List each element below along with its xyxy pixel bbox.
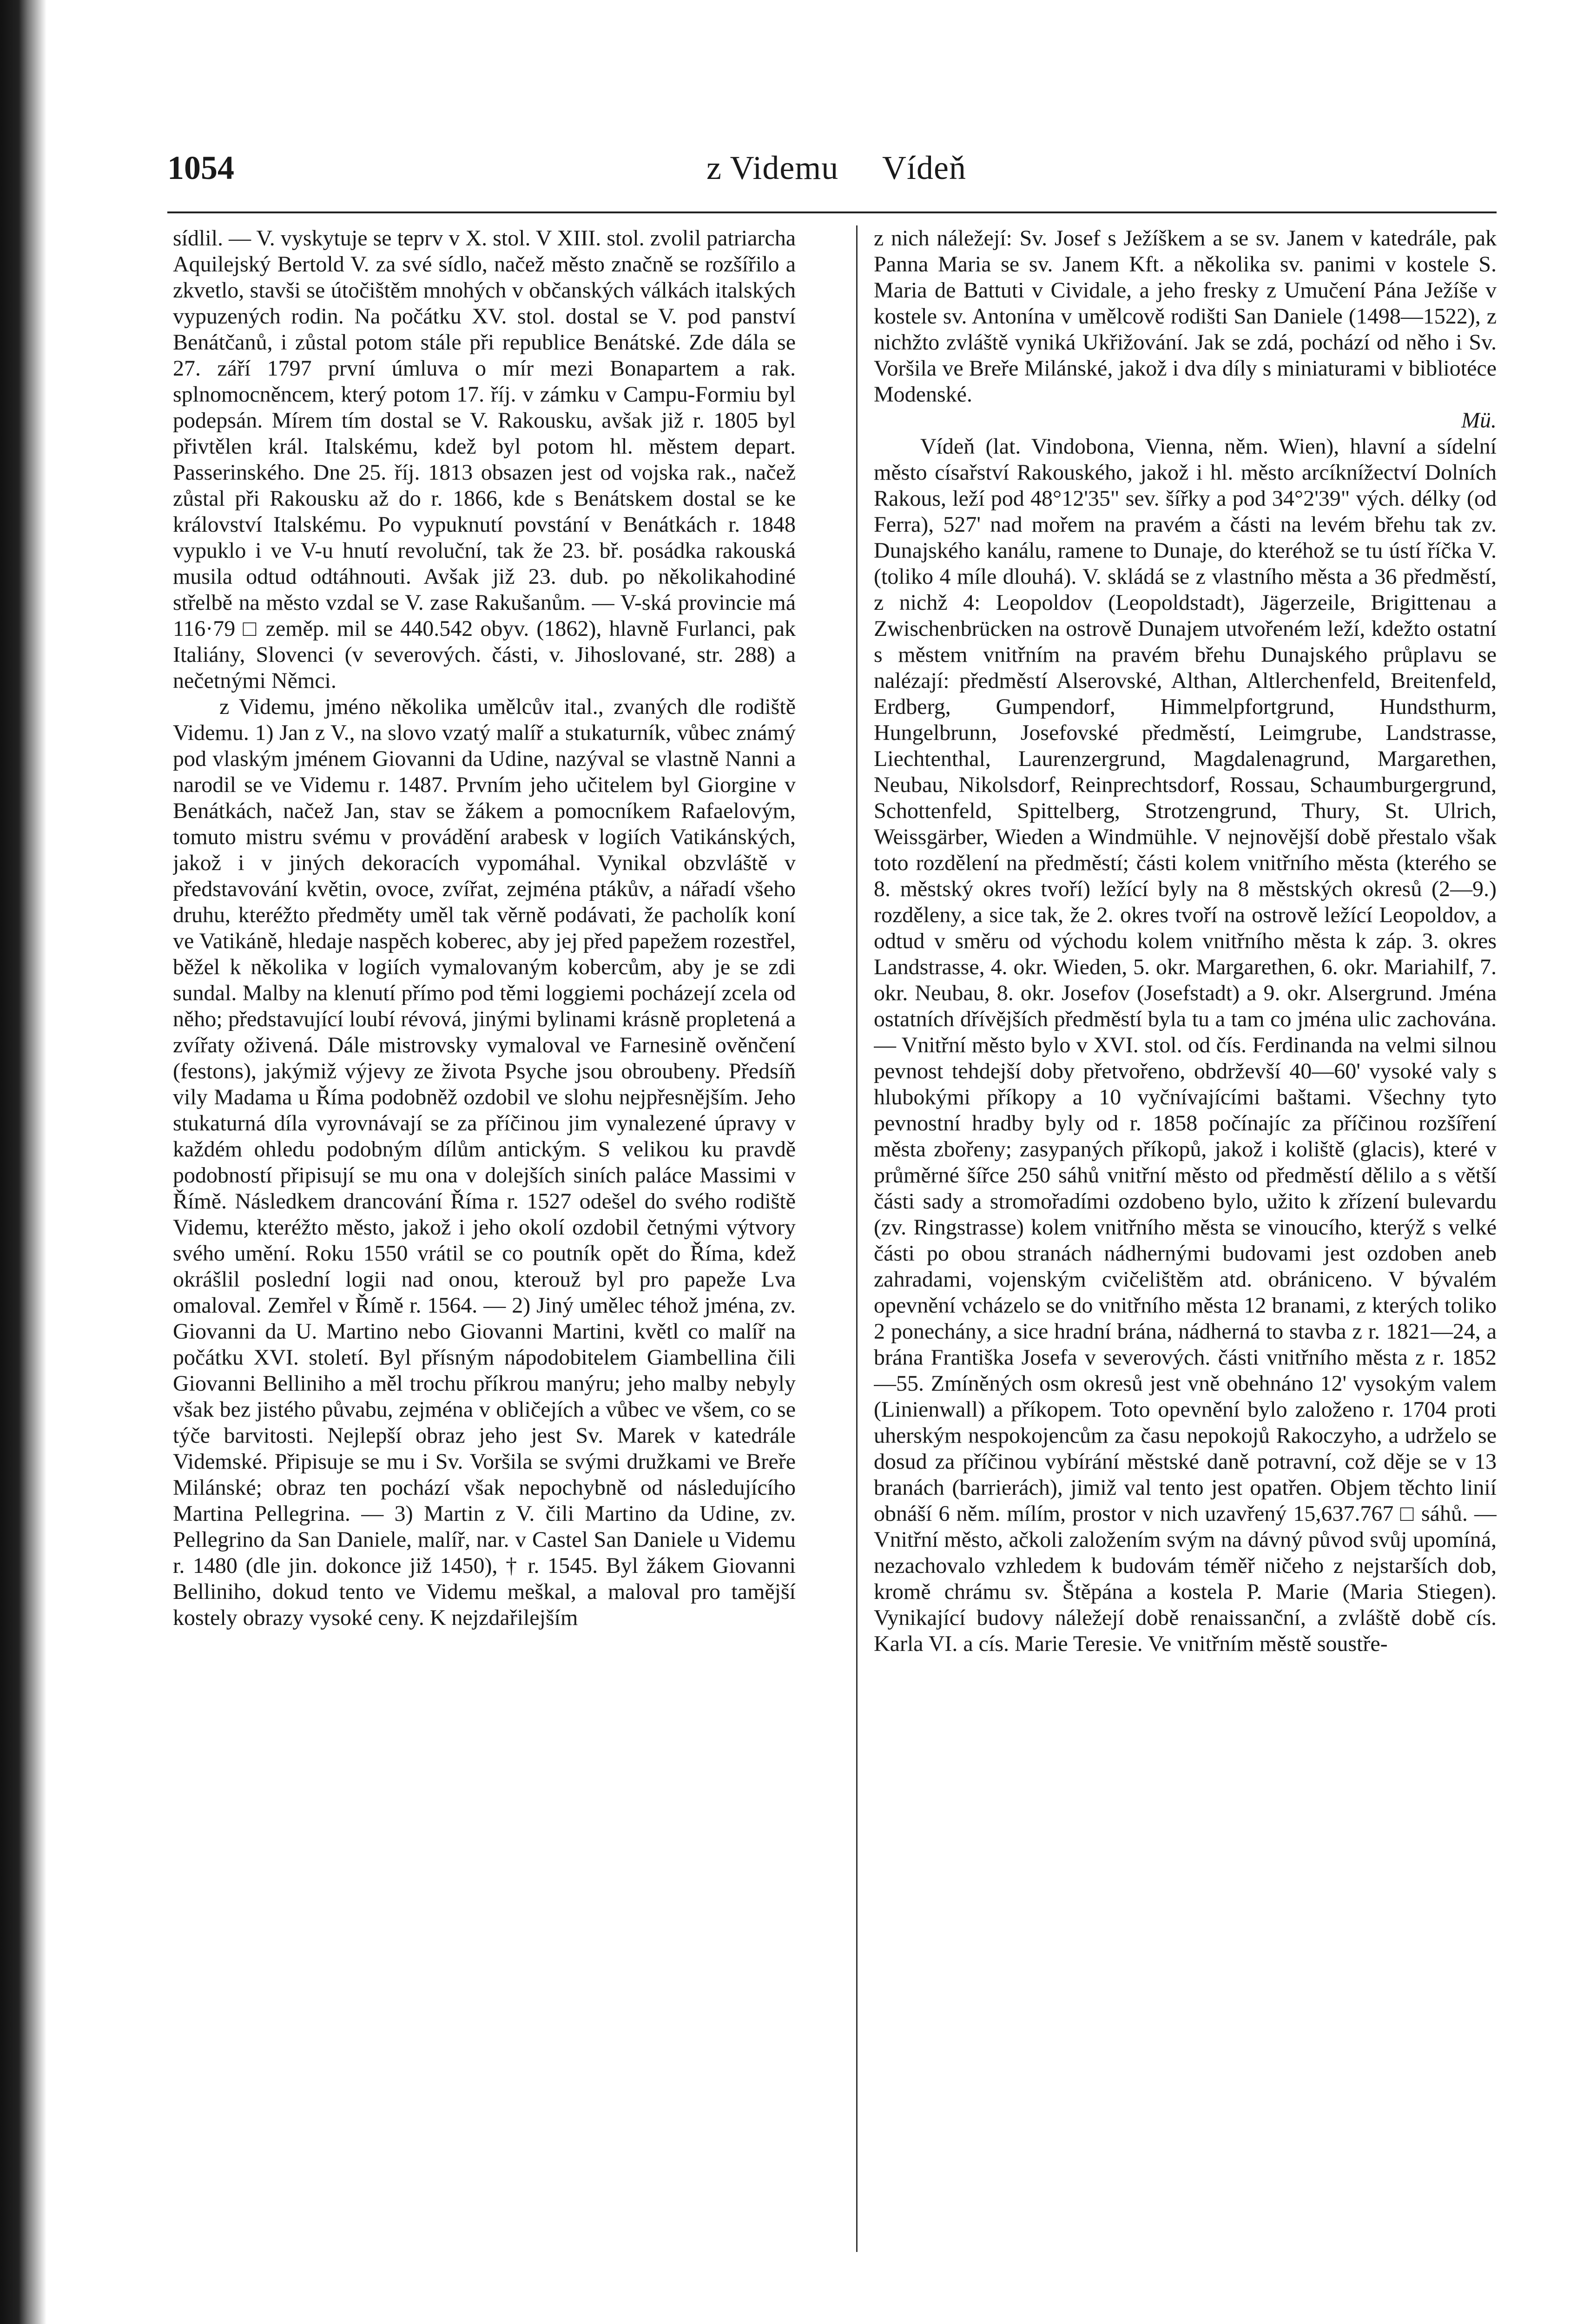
- scan-edge: [0, 0, 46, 2324]
- column-divider: [856, 225, 858, 2252]
- author-signature: Mü.: [1461, 408, 1497, 433]
- entry-z-videmu: z Videmu, jméno několika umělcův ital., zvaných dle rodiště Videmu. 1) Jan z V., na slovo vzatý malíř a stukaturník, vůbec známý pod vlaským jménem Giovanni da Udine, nazýval se vlastně Nanni a narodil se ve Videmu r. 1487. Prvním jeho učitelem byl Giorgine v Benátkách, načež Jan, stav se žákem a pomocníkem Rafaelovým, tomuto mistru svému v provádění arabesk v logiích Vatikánských, jakož i v jiných dekoracích vypomáhal. Vynikal obzvláště v představování květin, ovoce, zvířat, zejména ptákův, a nářadí všeho druhu, kteréžto předměty uměl tak věrně podávati, že pacholík koní ve Vatikáně, hledaje naspěch koberec, aby jej před papežem rozestřel, běžel k několika v logiích vymalovaným kobercům, aby je se zdi sundal. Malby na klenutí přímo pod těmi loggiemi pocházejí zcela od něho; představující loubí révová, jinými bylinami krásně propletená a zvířaty oživená. Dále mistrovsky vymaloval ve Farnesině ověnčení (festons), jakýmiž výjevy ze života Psyche jsou obroubeny. Předsíň vily Madama u Říma podobněž ozdobil ve slohu nejpřesnějším. Jeho stukaturná díla vyrovnávají se za příčinou jim vynalezené úpravy v každém ohledu podobným dílům antickým. S velikou ku pravdě podobností připisují se mu ona v dolejších siních paláce Massimi v Římě. Následkem drancování Říma r. 1527 odešel do svého rodiště Videmu, kteréžto město, jakož i jeho okolí ozdobil četnými výtvory svého umění. Roku 1550 vrátil se co poutník opět do Říma, kdež okrášlil poslední logii nad onou, kterouž byl pro papeže Lva omaloval. Zemřel v Římě r. 1564. — 2) Jiný umělec téhož jména, zv. Giovanni da U. Martino nebo Giovanni Martini, květl co malíř na počátku XVI. století. Byl přísným nápodobitelem Giambellina čili Giovanni Belliniho a měl trochu příkrou manýru; jeho malby nebyly však bez jistého půvabu, zejména v obličejích a vůbec ve všem, co se týče barvitosti. Nejlepší obraz jeho jest Sv. Marek v katedrále Videmské. Připisuje se mu i Sv. Voršila se svými družkami ve Breře Milánské; obraz ten pochází však nepochybně od následujícího Martina Pellegrina. — 3) Martin z V. čili Martino da Udine, zv. Pellegrino da San Daniele, malíř, nar. v Castel San Daniele u Videmu r. 1480 (dle jin. dokonce již 1450), † r. 1545. Byl žákem Giovanni Belliniho, dokud tento ve Videmu meškal, a maloval pro tamější kostely obrazy vysoké ceny. K nejzdařilejším: [173, 694, 796, 1630]
- header-rule: [167, 211, 1497, 213]
- entry-friuli-history: sídlil. — V. vyskytuje se teprv v X. stol. V XIII. stol. zvolil patriarcha Aquilejský Bertold V. za své sídlo, načež město značně se rozšířilo a zkvetlo, stavši se útočištěm mnohých v občanských válkách italských vypuzených rodin. Na počátku XV. stol. dostal se V. pod panství Benátčanů, i zůstal potom stále při republice Benátské. Zde dála se 27. září 1797 první úmluva o mír mezi Bonapartem a rak. splnomocněncem, který potom 17. říj. v zámku v Campu-Formiu byl podepsán. Mírem tím dostal se V. Rakousku, avšak již r. 1805 byl přivtělen král. Italskému, kdež byl potom hl. městem depart. Passerinského. Dne 25. říj. 1813 obsazen jest od vojska rak., načež zůstal při Rakousku až do r. 1866, kde s Benátskem dostal se ke království Italskému. Po vypuknutí povstání v Benátkách r. 1848 vypuklo i ve V-u hnutí revoluční, tak že 23. bř. posádka rakouská musila odtud odtáhnouti. Avšak již 23. dub. po několikahodiné střelbě na město vzdal se V. zase Rakušanům. — V-ská provincie má 116·79 □ zeměp. mil se 440.542 obyv. (1862), hlavně Furlanci, pak Italiány, Slovenci (v severových. části, v. Jihoslované, str. 288) a nečetnými Němci.: [173, 226, 796, 693]
- page-number: 1054: [167, 149, 234, 186]
- running-head: z Videmu Vídeň: [706, 149, 966, 186]
- right-column: [874, 225, 1497, 2252]
- entry-z-videmu-continued: z nich náležejí: Sv. Josef s Ježíškem a se sv. Janem v katedrále, pak Panna Maria se sv. Janem Kft. a několika sv. panimi v kostele S. Maria de Battuti v Cividale, a jeho fresky z Umučení Pána Ježíše v kostele sv. Antonína v umělcově rodišti San Daniele (1498—1522), z nichžto zvláště vyniká Ukřižování. Jak se zdá, pochází od něho i Sv. Voršila ve Breře Milánské, jakož i dva díly s miniaturami v bibliotéce Modenské.: [874, 226, 1497, 407]
- left-column: [173, 225, 796, 2252]
- page-header: [167, 139, 1497, 209]
- entry-viden: Vídeň (lat. Vindobona, Vienna, něm. Wien), hlavní a sídelní město císařství Rakouského, jakož i hl. město arcíknížectví Dolních Rakous, leží pod 48°12'35" sev. šířky a pod 34°2'39" vých. délky (od Ferra), 527' nad mořem na pravém a části na levém břehu tak zv. Dunajského kanálu, ramene to Dunaje, do kteréhož se tu ústí říčka V. (toliko 4 míle dlouhá). V. skládá se z vlastního města a 36 předměstí, z nichž 4: Leopoldov (Leopoldstadt), Jägerzeile, Brigittenau a Zwischenbrücken na ostrově Dunajem utvořeném leží, kdežto ostatní s městem vnitřním na pravém břehu Dunajského průplavu se nalézají: předměstí Alserovské, Althan, Altlerchenfeld, Breitenfeld, Erdberg, Gumpendorf, Himmelpfortgrund, Hundsthurm, Hungelbrunn, Josefovské předměstí, Leimgrube, Landstrasse, Liechtenthal, Laurenzergrund, Magdalenagrund, Margarethen, Neubau, Nikolsdorf, Reinprechtsdorf, Rossau, Schaumburgergrund, Schottenfeld, Spittelberg, Strotzengrund, Thury, St. Ulrich, Weissgärber, Wieden a Windmühle. V nejnovější době přestalo však toto rozdělení na předměstí; části kolem vnitřního města (kterého se 8. městský okres tvoří) ležící byly na 8 městských okresů (2—9.) rozděleny, a sice tak, že 2. okres tvoří na ostrově ležící Leopoldov, a odtud v směru od východu kolem vnitřního města k záp. 3. okres Landstrasse, 4. okr. Wieden, 5. okr. Margarethen, 6. okr. Mariahilf, 7. okr. Neubau, 8. okr. Josefov (Josefstadt) a 9. okr. Alsergrund. Jména ostatních dřívějších předměstí byla tu a tam co jména ulic zachována. — Vnitřní město bylo v XVI. stol. od čís. Ferdinanda na velmi silnou pevnost tehdejší doby přetvořeno, obdrževší 40—60' vysoké valy s hlubokými příkopy a 10 vyčnívajícími baštami. Všechny tyto pevnostní hradby byly od r. 1858 počínajíc za příčinou rozšíření města zbořeny; zasypaných příkopů, jakož i koliště (glacis), které v průměrné šířce 250 sáhů vnitřní město od předměstí dělilo a s větší části sady a stromořadími ozdobeno bylo, užito k zřízení bulevardu (zv. Ringstrasse) kolem vnitřního města se vinoucího, kterýž s velké části po obou stranách nádhernými budovami jest ozdoben aneb zahradami, vojenským cvičelištěm atd. obrániceno. V bývalém opevnění vcházelo se do vnitřního města 12 branami, z kterých toliko 2 ponechány, a sice hradní brána, nádherná to stavba z r. 1821—24, a brána Františka Josefa v severových. části vnitřního města z r. 1852—55. Zmíněných osm okresů jest vně obehnáno 12' vysokým valem (Linienwall) a příkopem. Toto opevnění bylo založeno r. 1704 proti uherským nespokojencům za času nepokojů Rakoczyho, a udrželo se dosud za příčinou vybírání městské daně potravní, což děje se v 13 branách (barrierách), jimiž val tento jest opatřen. Objem těchto linií obnáší 6 něm. mílím, prostor v nich uzavřený 15,637.767 □ sáhů. — Vnitřní město, ačkoli založením svým na dávný původ svůj upomíná, nezachovalo vzhledem k budovám téměř ničeho z nejstarších dob, kromě chrámu sv. Štěpána a kostela P. Marie (Maria Stiegen). Vynikající budovy náležejí době renaissanční, a zvláště době cís. Karla VI. a cís. Marie Teresie. Ve vnitřním městě soustře-: [874, 434, 1497, 1656]
